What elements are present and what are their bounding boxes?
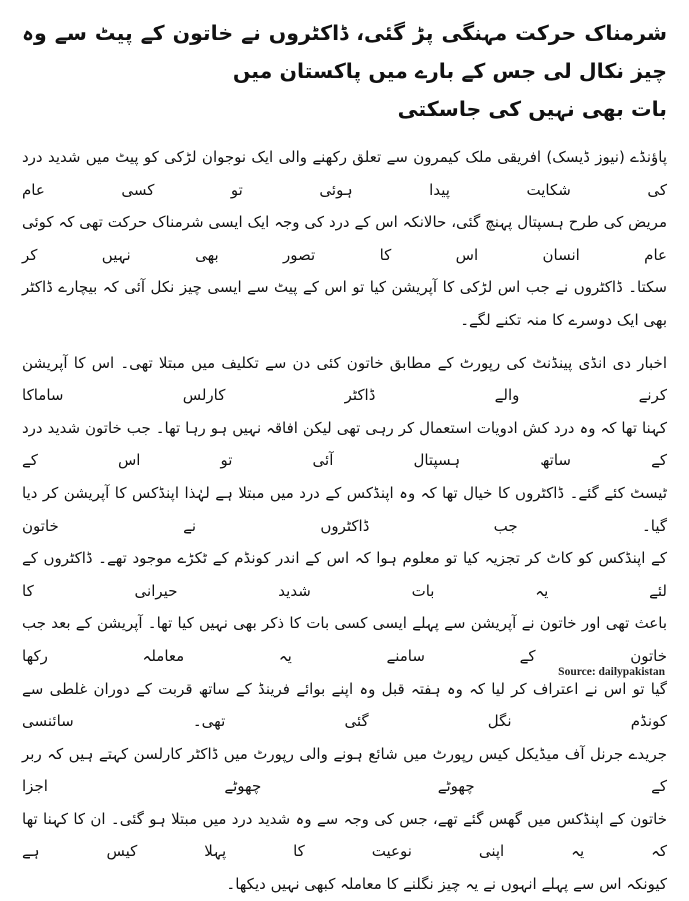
text-line: کیونکہ اس سے پہلے انہوں نے یہ چیز نگلنے کا معاملہ کبھی نہیں دیکھا۔: [226, 875, 667, 894]
source-credit: Source: dailypakistan: [558, 666, 665, 678]
text-line: کہنا تھا کہ وہ درد کش ادویات استعمال کر رہی تھی لیکن افاقہ نہیں ہو رہا تھا۔ جب خاتون شدید درد کے ساتھ ہسپتال آئی تو اس کے: [22, 418, 667, 470]
headline-line: شرمناک حرکت مہنگی پڑ گئی، ڈاکٹروں نے خاتون کے پیٹ سے وہ چیز نکال لی جس کے بارے میں پاکستان میں: [22, 21, 667, 83]
text-line: جریدے جرنل آف میڈیکل کیس رپورٹ میں شائع ہونے والی رپورٹ میں ڈاکٹر کارلسن کہتے ہیں کہ ربر کے چھوٹے چھوٹے اجزا: [22, 744, 667, 796]
text-line: اخبار دی انڈی پینڈنٹ کی رپورٹ کے مطابق خاتون کئی دن سے تکلیف میں مبتلا تھی۔ اس کا آپریشن کرنے والے ڈاکٹر کارلس ساماکا: [22, 353, 667, 405]
text-line: سکتا۔ ڈاکٹروں نے جب اس لڑکی کا آپریشن کیا تو اس کے پیٹ سے ایسی چیز نکل آئی کہ بیچارے ڈاکٹر بھی ایک دوسرے کا منہ تکنے لگے۔: [22, 278, 667, 329]
text-line: باعث تھی اور خاتون نے آپریشن سے پہلے ایسی کسی بات کا ذکر بھی نہیں کیا تھا۔ آپریشن کے بعد جب خاتون کے سامنے یہ معاملہ رکھا: [22, 614, 667, 665]
article-headline: [22, 14, 667, 128]
paragraph-intro: [22, 141, 667, 337]
text-line: گیا تو اس نے اعتراف کر لیا کہ وہ ہفتہ قبل وہ اپنے بوائے فرینڈ کے ساتھ قربت کے دوران غلطی سے کونڈم نگل گئی تھی۔ سائنسی: [22, 679, 667, 731]
text-line: پاؤنڈے (نیوز ڈیسک) افریقی ملک کیمرون سے تعلق رکھنے والی ایک نوجوان لڑکی کو پیٹ میں شدید درد کی شکایت پیدا ہوئی تو کسی عام: [22, 148, 667, 199]
text-line: کے اپنڈکس کو کاٹ کر تجزیہ کیا تو معلوم ہوا کہ اس کے اندر کونڈم کے ٹکڑے موجود تھے۔ ڈاکٹروں کے لئے یہ بات شدید حیرانی کا: [22, 549, 667, 600]
text-line: خاتون کے اپنڈکس میں گھس گئے تھے، جس کی وجہ سے وہ شدید درد میں مبتلا ہو گئی۔ ان کا کہنا تھا کہ یہ اپنی نوعیت کا پہلا کیس ہے: [22, 809, 667, 861]
headline-line: بات بھی نہیں کی جاسکتی: [397, 97, 667, 121]
text-line: مریض کی طرح ہسپتال پہنچ گئی، حالانکہ اس کے درد کی وجہ ایک ایسی شرمناک حرکت تھی کہ کوئی عام انسان اس کا تصور بھی نہیں کر: [22, 213, 667, 264]
paragraph-body: [22, 347, 667, 901]
text-line: ٹیسٹ کئے گئے۔ ڈاکٹروں کا خیال تھا کہ وہ اپنڈکس کے درد میں مبتلا ہے لہٰذا اپنڈکس کا آپریشن کر دیا گیا۔ جب ڈاکٹروں نے خاتون: [22, 483, 667, 535]
